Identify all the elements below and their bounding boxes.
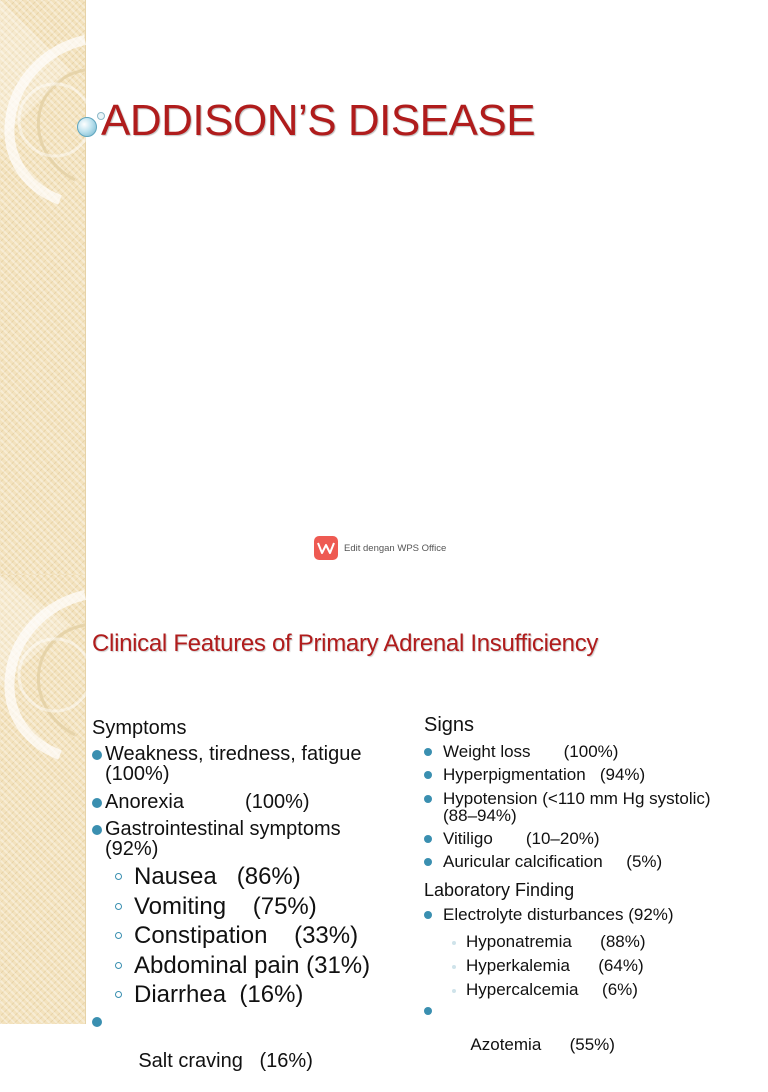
list-item: Hypotension (<110 mm Hg systolic) (88–94%) <box>424 790 711 830</box>
symptoms-heading: Symptoms <box>92 717 187 739</box>
list-item: Electrolyte disturbances (92%) <box>424 906 674 930</box>
lab-list <box>424 906 674 930</box>
wps-office-icon <box>314 536 338 560</box>
slide-sidebar-pattern <box>0 0 86 575</box>
wps-watermark[interactable] <box>314 536 446 560</box>
lab-last-item: Azotemia (55%) <box>424 1002 615 1070</box>
decorative-curves-icon <box>0 575 85 1024</box>
title-bullet-icon <box>77 117 97 137</box>
list-item: Vomiting (75%) <box>115 892 370 922</box>
decorative-curves-icon <box>0 0 85 575</box>
list-item: Constipation (33%) <box>115 921 370 951</box>
sub-bullet-icon <box>115 932 122 939</box>
bullet-icon <box>424 771 432 779</box>
sub-bullet-icon <box>115 991 122 998</box>
list-item: Hyperkalemia (64%) <box>452 954 646 978</box>
signs-list <box>424 743 711 876</box>
list-item: Hyperpigmentation (94%) <box>424 766 711 790</box>
list-item: Auricular calcification (5%) <box>424 853 711 876</box>
list-item: Nausea (86%) <box>115 862 370 892</box>
list-item: Anorexia (100%) <box>92 792 361 819</box>
bullet-icon <box>424 835 432 843</box>
sub-bullet-icon <box>452 965 456 969</box>
list-item: Diarrhea (16%) <box>115 980 370 1010</box>
slide-2 <box>0 575 768 1072</box>
list-item: Weight loss (100%) <box>424 743 711 766</box>
symptoms-list <box>92 744 361 867</box>
bullet-icon <box>92 750 102 760</box>
slide-sidebar-pattern <box>0 575 86 1024</box>
sub-bullet-icon <box>452 941 456 945</box>
list-item: Vitiligo (10–20%) <box>424 830 711 853</box>
list-item: Weakness, tiredness, fatigue (100%) <box>92 744 361 792</box>
list-item: Gastrointestinal symptoms (92%) <box>92 819 361 867</box>
symptoms-last-item: Salt craving (16%) <box>92 1011 313 1091</box>
list-item: Hypercalcemia (6%) <box>452 978 646 1002</box>
list-item: Hyponatremia (88%) <box>452 930 646 954</box>
bullet-icon <box>92 798 102 808</box>
bullet-icon <box>424 748 432 756</box>
slide-title: ADDISON’S DISEASE <box>101 96 536 145</box>
gi-symptoms-list <box>115 862 370 1010</box>
watermark-text: Edit dengan WPS Office <box>344 542 447 554</box>
sub-bullet-icon <box>115 903 122 910</box>
sub-bullet-icon <box>452 989 456 993</box>
list-item: Abdominal pain (31%) <box>115 951 370 981</box>
signs-heading: Signs <box>424 714 475 736</box>
bullet-icon <box>92 1017 102 1027</box>
lab-heading: Laboratory Finding <box>424 880 575 900</box>
bullet-icon <box>424 911 432 919</box>
sub-bullet-icon <box>115 873 122 880</box>
bullet-icon <box>424 858 432 866</box>
bullet-icon <box>92 825 102 835</box>
slide-subtitle: Clinical Features of Primary Adrenal Insufficiency <box>92 630 599 657</box>
bullet-icon <box>424 795 432 803</box>
lab-sub-list <box>452 930 646 1002</box>
sub-bullet-icon <box>115 962 122 969</box>
bullet-icon <box>424 1007 432 1015</box>
